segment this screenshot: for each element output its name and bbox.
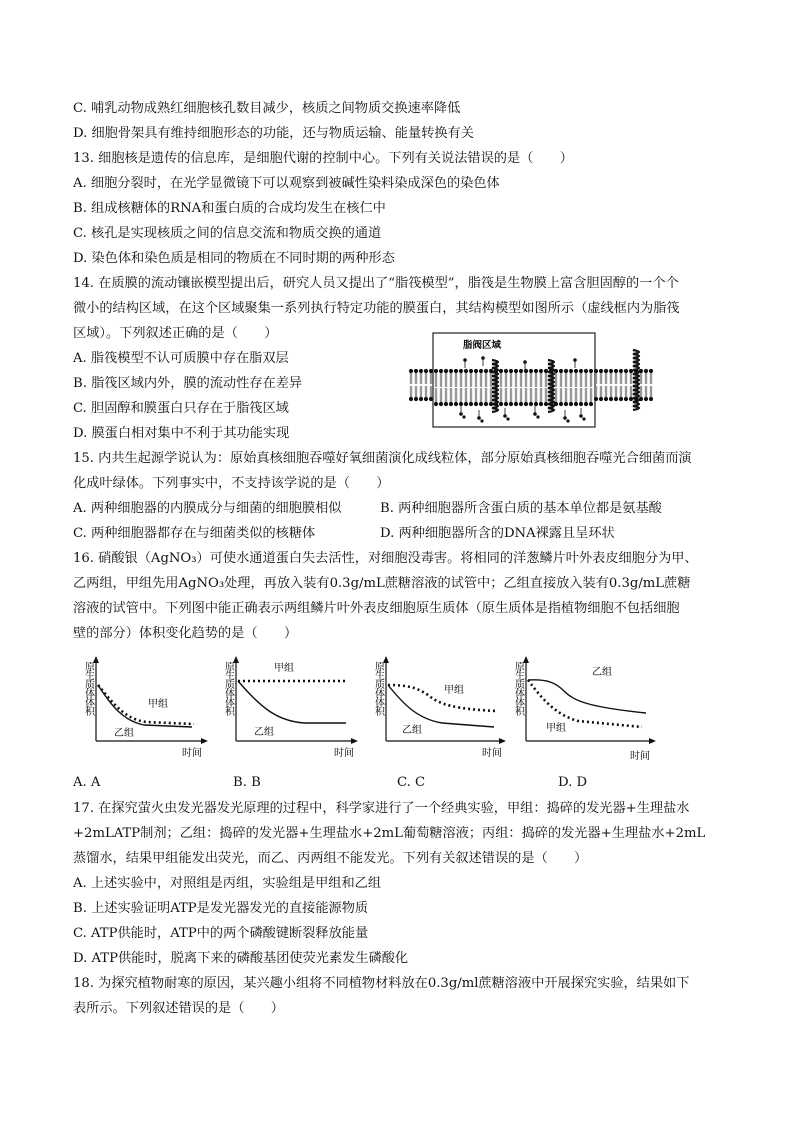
q14-stem-line1: 14. 在质膜的流动镶嵌模型提出后，研究人员又提出了“脂筏模型”，脂筏是生物膜上富含胆固醇的一个个: [73, 276, 679, 291]
group-yi-label: 乙组: [254, 727, 274, 738]
q16-stem-line3: 溶液的试管中。下列图中能正确表示两组鳞片叶外表皮细胞原生质体（原生质体是指植物细胞不包括细胞: [73, 601, 680, 616]
q14-option-b: B. 脂筏区域内外，膜的流动性存在差异: [73, 376, 303, 391]
q16-stem-line2: 乙两组，甲组先用AgNO₃处理，再放入装有0.3g/mL蔗糖溶液的试管中；乙组直接放入装有0.3g/mL蔗糖: [73, 576, 691, 591]
xlabel: 时间: [630, 751, 650, 762]
raft-region-label: 脂阀区域: [463, 340, 502, 351]
q18-stem-line2: 表所示。下列叙述错误的是（ ）: [73, 1001, 284, 1016]
xlabel: 时间: [482, 748, 502, 759]
lipid-raft-figure: [405, 330, 660, 430]
q12-option-d: D. 细胞骨架具有维持细胞形态的功能，还与物质运输、能量转换有关: [73, 126, 474, 141]
q17-option-a: A. 上述实验中，对照组是丙组，实验组是甲组和乙组: [73, 876, 382, 891]
q15-option-d: D. 两种细胞器所含的DNA裸露且呈环状: [380, 526, 615, 541]
group-yi-label: 乙组: [114, 728, 134, 739]
q16-stem-line4: 壁的部分）体积变化趋势的是（ ）: [73, 626, 298, 641]
q14-option-c: C. 胆固醇和膜蛋白只存在于脂筏区域: [73, 401, 289, 416]
q17-option-d: D. ATP供能时，脱离下来的磷酸基团使荧光素发生磷酸化: [73, 951, 409, 966]
q13-option-b: B. 组成核糖体的RNA和蛋白质的合成均发生在核仁中: [73, 201, 386, 216]
q12-option-c: C. 哺乳动物成熟红细胞核孔数目减少，核质之间物质交换速率降低: [73, 101, 461, 116]
group-jia-label: 甲组: [444, 685, 464, 696]
q14-stem-line3: 区域）。下列叙述正确的是（ ）: [73, 326, 278, 341]
group-jia-label: 甲组: [274, 663, 294, 674]
q13-option-c: C. 核孔是实现核质之间的信息交流和物质交换的通道: [73, 226, 382, 241]
q17-stem-line2: +2mLATP制剂；乙组：捣碎的发光器+生理盐水+2mL葡萄糖溶液；丙组：捣碎的发光器+生理盐水+2mL: [73, 826, 706, 841]
graph-d: [512, 655, 662, 763]
xlabel: 时间: [182, 748, 202, 759]
ylabel: 原生质体体积: [222, 661, 234, 715]
q16-option-a: A. A: [73, 775, 101, 790]
q13-option-d: D. 染色体和染色质是相同的物质在不同时期的两种形态: [73, 251, 395, 266]
q15-stem-line1: 15. 内共生起源学说认为：原始真核细胞吞噬好氧细菌演化成线粒体，部分原始真核细胞吞噬光合细菌而演: [73, 451, 692, 466]
q17-option-b: B. 上述实验证明ATP是发光器发光的直接能源物质: [73, 901, 369, 916]
q13-stem: 13. 细胞核是遗传的信息库，是细胞代谢的控制中心。下列有关说法错误的是（ ）: [73, 151, 573, 166]
q16-option-d: D. D: [558, 775, 588, 790]
q14-stem-line2: 微小的结构区域，在这个区域聚集一系列执行特定功能的膜蛋白，其结构模型如图所示（虚线框内为脂筏: [73, 301, 680, 316]
group-jia-curve: [388, 685, 496, 711]
group-yi-label: 乙组: [402, 725, 422, 736]
ylabel: 原生质体体积: [372, 661, 384, 715]
q16-option-c: C. C: [397, 775, 426, 790]
q15-option-b: B. 两种细胞器所含蛋白质的基本单位都是氨基酸: [380, 501, 662, 516]
group-yi-label: 乙组: [592, 667, 612, 678]
graph-b: [222, 655, 362, 760]
q14-option-a: A. 脂筏模型不认可质膜中存在脂双层: [73, 351, 289, 366]
lipid-bilayer: [409, 369, 653, 406]
q13-option-a: A. 细胞分裂时，在光学显微镜下可以观察到被碱性染料染成深色的染色体: [73, 176, 500, 191]
q15-stem-line2: 化成叶绿体。下列事实中，不支持该学说的是（ ）: [73, 476, 390, 491]
q17-stem-line1: 17. 在探究萤火虫发光器发光原理的过程中，科学家进行了一个经典实验，甲组：捣碎的发光器+生理盐水: [73, 801, 690, 816]
group-jia-label: 甲组: [148, 699, 168, 710]
group-jia-label: 甲组: [546, 723, 566, 734]
q18-stem-line1: 18. 为探究植物耐寒的原因，某兴趣小组将不同植物材料放在0.3g/ml蔗糖溶液中开展探究实验，结果如下: [73, 976, 690, 991]
q17-stem-line3: 蒸馏水，结果甲组能发出荧光，而乙、丙两组不能发光。下列有关叙述错误的是（ ）: [73, 851, 588, 866]
q17-option-c: C. ATP供能时，ATP中的两个磷酸键断裂释放能量: [73, 926, 369, 941]
graph-a: [82, 655, 212, 760]
q16-stem-line1: 16. 硝酸银（AgNO₃）可使水通道蛋白失去活性，对细胞没毒害。将相同的洋葱鳞片叶外表皮细胞分为甲、: [73, 551, 698, 566]
xlabel: 时间: [334, 748, 354, 759]
q15-option-c: C. 两种细胞器都存在与细菌类似的核糖体: [73, 526, 316, 541]
group-yi-curve: [528, 680, 646, 713]
group-yi-curve: [238, 681, 346, 723]
ylabel: 原生质体体积: [512, 661, 524, 715]
raft-region-box: [433, 333, 595, 427]
ylabel: 原生质体体积: [82, 661, 94, 715]
q14-option-d: D. 膜蛋白相对集中不利于其功能实现: [73, 426, 290, 441]
q16-option-b: B. B: [233, 775, 261, 790]
q15-option-a: A. 两种细胞器的内膜成分与细菌的细胞膜相似: [73, 501, 342, 516]
group-yi-curve: [388, 685, 494, 727]
graph-c: [372, 655, 510, 760]
